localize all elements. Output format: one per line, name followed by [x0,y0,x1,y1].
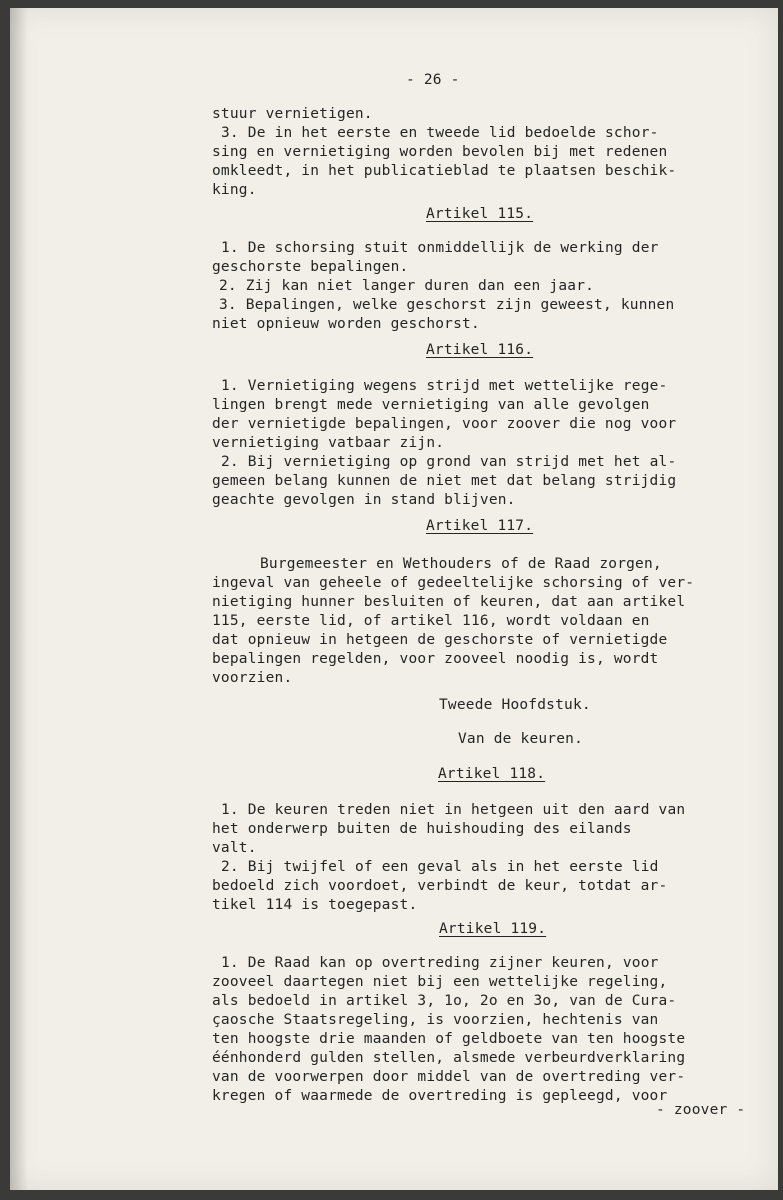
text-line: geachte gevolgen in stand blijven. [212,492,516,508]
text-line: 2. Bij vernietiging op grond van strijd met het al- [221,454,677,470]
text-line: 2. Bij twijfel of een geval als in het eerste lid [221,859,659,875]
article-heading-116: Artikel 116. [426,342,534,358]
text-line: het onderwerp buiten de huishouding des eilands [212,821,632,837]
page-fold-shadow [10,8,28,1190]
text-line: zooveel daartegen niet bij een wettelijke regeling, [212,974,668,990]
text-line: éénhonderd gulden stellen, alsmede verbeurdverklaring [212,1050,686,1066]
article-heading-117: Artikel 117. [426,518,534,534]
article-heading-118: Artikel 118. [438,766,546,782]
text-line: stuur vernietigen. [212,106,373,122]
text-line: voorzien. [212,670,293,686]
text-line: 115, eerste lid, of artikel 116, wordt voldaan en [212,613,650,629]
text-line: der vernietigde bepalingen, voor zoover die nog voor [212,416,677,432]
chapter-heading: Tweede Hoofdstuk. [439,697,591,713]
text-line: tikel 114 is toegepast. [212,897,418,913]
article-heading-115: Artikel 115. [426,206,534,222]
text-line: kregen of waarmede de overtreding is gepleegd, voor [212,1088,668,1104]
text-line: 3. De in het eerste en tweede lid bedoelde schor- [221,125,659,141]
text-line: ten hoogste drie maanden of geldboete van ten hoogste [212,1031,686,1047]
text-line: niet opnieuw worden geschorst. [212,316,480,332]
text-line: lingen brengt mede vernietiging van alle gevolgen [212,397,650,413]
text-line: valt. [212,840,257,856]
text-line: omkleedt, in het publicatieblad te plaatsen beschik- [212,163,677,179]
page-number: - 26 - [406,72,460,88]
text-line: king. [212,182,257,198]
article-heading-119: Artikel 119. [439,921,547,937]
chapter-subtitle: Van de keuren. [458,731,584,747]
text-line: çaosche Staatsregeling, is voorzien, hechtenis van [212,1012,659,1028]
text-line: 1. De schorsing stuit onmiddellijk de werking der [221,240,659,256]
text-line: 1. Vernietiging wegens strijd met wettelijke rege- [221,378,668,394]
text-line: nietiging hunner besluiten of keuren, dat aan artikel [212,594,686,610]
catchword-footer: - zoover - [656,1102,746,1118]
text-line: bepalingen regelden, voor zooveel noodig is, wordt [212,651,659,667]
text-line: Burgemeester en Wethouders of de Raad zorgen, [260,556,662,572]
text-line: gemeen belang kunnen de niet met dat belang strijdig [212,473,677,489]
document-page [10,8,778,1190]
text-line: sing en vernietiging worden bevolen bij met redenen [212,144,668,160]
text-line: 1. De Raad kan op overtreding zijner keuren, voor [221,955,659,971]
text-line: 2. Zij kan niet langer duren dan een jaar. [219,278,595,294]
text-line: ingeval van geheele of gedeeltelijke schorsing of ver- [212,575,695,591]
text-line: geschorste bepalingen. [212,259,409,275]
text-line: dat opnieuw in hetgeen de geschorste of vernietigde [212,632,668,648]
text-line: bedoeld zich voordoet, verbindt de keur, totdat ar- [212,878,668,894]
text-line: 3. Bepalingen, welke geschorst zijn geweest, kunnen [219,297,675,313]
text-line: vernietiging vatbaar zijn. [212,435,445,451]
text-line: als bedoeld in artikel 3, 1o, 2o en 3o, van de Cura- [212,993,677,1009]
text-line: van de voorwerpen door middel van de overtreding ver- [212,1069,686,1085]
text-line: 1. De keuren treden niet in hetgeen uit den aard van [221,802,686,818]
